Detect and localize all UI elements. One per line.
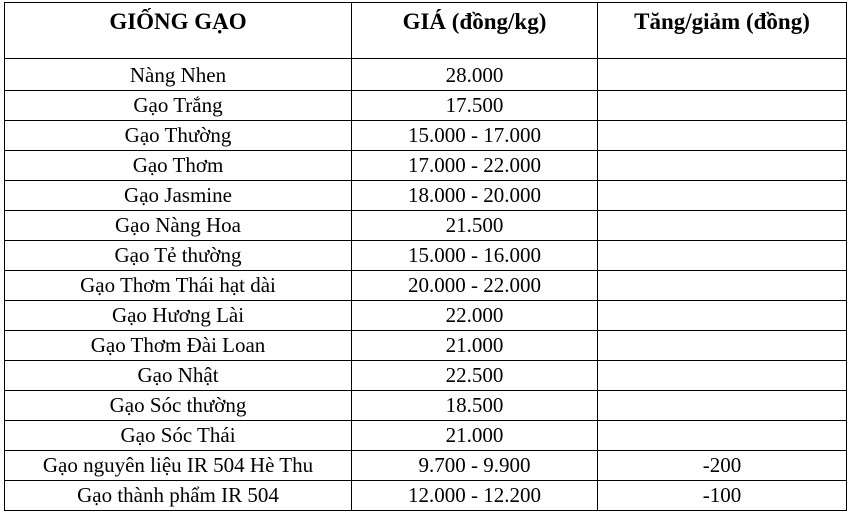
cell-change (598, 181, 847, 211)
table-row (5, 391, 847, 421)
table-row (5, 59, 847, 91)
cell-variety: Gạo Sóc Thái (5, 421, 352, 451)
table-row (5, 91, 847, 121)
header-variety: GIỐNG GẠO (5, 3, 352, 59)
cell-change (598, 241, 847, 271)
rice-price-table (4, 2, 847, 511)
cell-variety: Gạo Sóc thường (5, 391, 352, 421)
cell-price: 17.000 - 22.000 (352, 151, 598, 181)
cell-price: 20.000 - 22.000 (352, 271, 598, 301)
cell-variety: Nàng Nhen (5, 59, 352, 91)
table-row (5, 151, 847, 181)
cell-price: 28.000 (352, 59, 598, 91)
cell-price: 15.000 - 16.000 (352, 241, 598, 271)
cell-price: 21.500 (352, 211, 598, 241)
table-row (5, 421, 847, 451)
cell-variety: Gạo Nàng Hoa (5, 211, 352, 241)
table-row (5, 211, 847, 241)
cell-change (598, 301, 847, 331)
cell-change (598, 91, 847, 121)
header-row (5, 3, 847, 59)
table-row (5, 481, 847, 511)
cell-price: 17.500 (352, 91, 598, 121)
table-row (5, 361, 847, 391)
cell-variety: Gạo Thường (5, 121, 352, 151)
cell-price: 21.000 (352, 331, 598, 361)
cell-variety: Gạo thành phẩm IR 504 (5, 481, 352, 511)
table-row (5, 181, 847, 211)
table-row (5, 271, 847, 301)
cell-price: 9.700 - 9.900 (352, 451, 598, 481)
table-row (5, 331, 847, 361)
table-row (5, 451, 847, 481)
cell-variety: Gạo Tẻ thường (5, 241, 352, 271)
cell-change (598, 151, 847, 181)
header-price: GIÁ (đồng/kg) (352, 3, 598, 59)
cell-price: 18.000 - 20.000 (352, 181, 598, 211)
cell-change: -200 (598, 451, 847, 481)
cell-price: 22.500 (352, 361, 598, 391)
cell-variety: Gạo Trắng (5, 91, 352, 121)
table-row (5, 121, 847, 151)
cell-change (598, 121, 847, 151)
table-header (5, 3, 847, 59)
header-change: Tăng/giảm (đồng) (598, 3, 847, 59)
cell-change (598, 211, 847, 241)
cell-price: 22.000 (352, 301, 598, 331)
cell-price: 12.000 - 12.200 (352, 481, 598, 511)
cell-change (598, 421, 847, 451)
cell-change (598, 391, 847, 421)
cell-price: 21.000 (352, 421, 598, 451)
cell-change (598, 271, 847, 301)
cell-change (598, 331, 847, 361)
cell-change (598, 361, 847, 391)
cell-change (598, 59, 847, 91)
table-row (5, 301, 847, 331)
cell-variety: Gạo Hương Lài (5, 301, 352, 331)
cell-variety: Gạo Thơm Đài Loan (5, 331, 352, 361)
cell-variety: Gạo Thơm Thái hạt dài (5, 271, 352, 301)
cell-variety: Gạo nguyên liệu IR 504 Hè Thu (5, 451, 352, 481)
table-row (5, 241, 847, 271)
cell-price: 15.000 - 17.000 (352, 121, 598, 151)
cell-price: 18.500 (352, 391, 598, 421)
table-body (5, 59, 847, 511)
cell-variety: Gạo Thơm (5, 151, 352, 181)
cell-variety: Gạo Jasmine (5, 181, 352, 211)
cell-variety: Gạo Nhật (5, 361, 352, 391)
cell-change: -100 (598, 481, 847, 511)
